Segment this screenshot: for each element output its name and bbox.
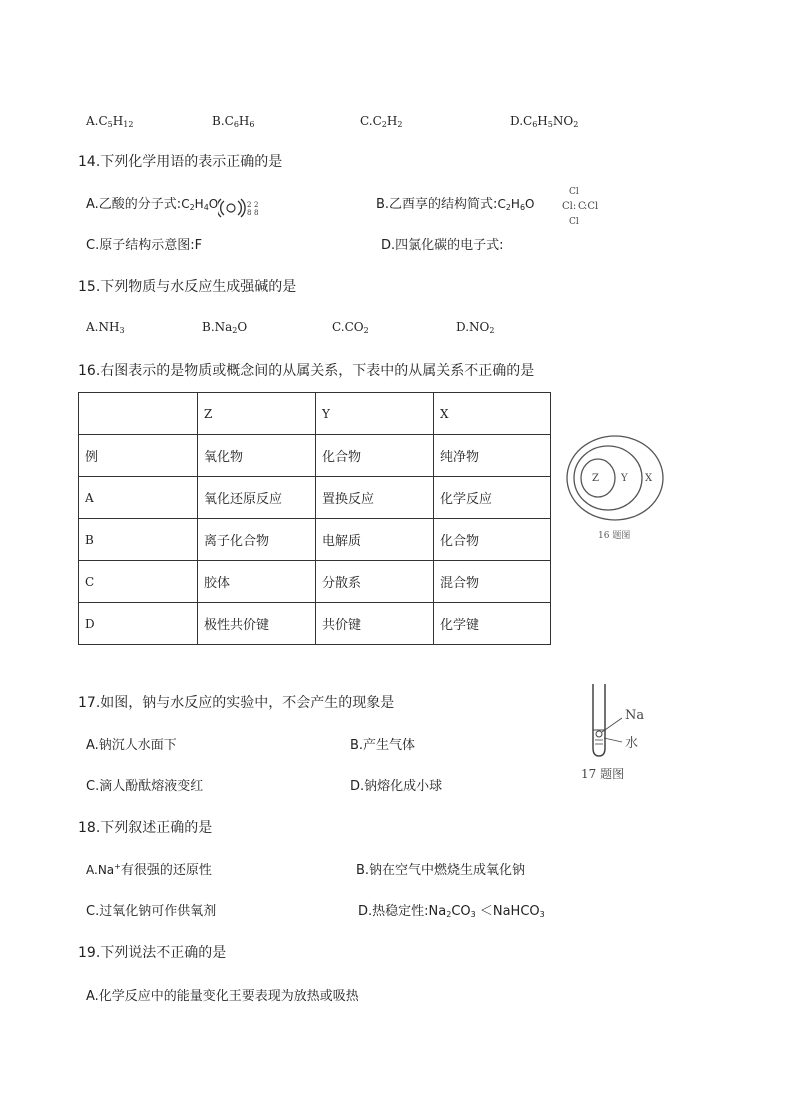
figure-17-caption: 17 题图	[581, 767, 625, 781]
option-14b: B.乙酉享的结构简式$:C_2H_6O$	[376, 197, 535, 212]
table-row	[79, 477, 551, 519]
ccl4-right-cl: :Cl	[584, 201, 599, 212]
ccl4-electron-formula	[560, 184, 610, 228]
svg-text:2: 2	[254, 201, 259, 209]
table-cell: 胶体	[198, 561, 316, 603]
option-13c: $C.C_2H_2$	[360, 114, 403, 129]
option-15b: $B.Na_2O$	[202, 320, 248, 335]
label-x: X	[645, 473, 653, 484]
question-16-stem: 16.右图表示的是物质或概念间的从属关系，下表中的从属关系不正确的是	[78, 363, 535, 379]
question-17-stem: 17.如图，钠与水反应的实验中，不会产生的现象是	[78, 695, 395, 711]
option-18b: B.钠在空气中燃烧生成氧化钠	[356, 863, 526, 878]
table-row	[79, 561, 551, 603]
table-header-cell	[79, 393, 198, 435]
label-water: 水	[625, 736, 639, 751]
question-14-stem: 14.下列化学用语的表示正确的是	[78, 154, 283, 170]
figure-16-caption: 16 题图	[598, 531, 631, 541]
atom-diagram-icon	[218, 196, 266, 218]
table-cell: 分散系	[316, 561, 434, 603]
option-15a: $A.NH_3$	[86, 320, 125, 335]
test-tube-figure	[578, 680, 658, 784]
svg-text:2: 2	[247, 201, 252, 209]
question-15-stem: 15.下列物质与水反应生成强碱的是	[78, 279, 297, 295]
test-tube	[593, 684, 605, 756]
table-cell: 例	[79, 435, 198, 477]
option-17d: D.钠熔化成小球	[350, 779, 443, 794]
table-cell: 化学反应	[434, 477, 551, 519]
label-y: Y	[621, 473, 628, 484]
ccl4-center-c: C	[578, 201, 586, 212]
table-cell: 混合物	[434, 561, 551, 603]
option-14c: C.原子结构示意图:F	[86, 238, 203, 253]
table-cell: 化学键	[434, 603, 551, 645]
table-header-row	[79, 393, 551, 435]
option-15c: $C.CO_2$	[332, 320, 369, 335]
table-header-cell: Z	[198, 393, 316, 435]
label-z: Z	[592, 473, 599, 484]
option-13b: $B.C_6H_6$	[212, 114, 255, 129]
ccl4-bottom-cl: Cl	[569, 217, 579, 227]
ccl4-left-cl: Cl:	[562, 201, 577, 212]
question-18-stem: 18.下列叙述正确的是	[78, 820, 213, 836]
option-17c: C.滴人酚酞熔液变红	[86, 779, 204, 794]
table-cell: 化合物	[316, 435, 434, 477]
option-15d: $D.NO_2$	[456, 320, 495, 335]
table-cell: A	[79, 477, 198, 519]
option-17b: B.产生气体	[350, 738, 416, 753]
svg-text:8: 8	[247, 209, 252, 217]
option-18a: A.Na+有很强的还原性	[86, 862, 212, 878]
table-row	[79, 603, 551, 645]
table-cell: 纯净物	[434, 435, 551, 477]
table-cell: 氧化还原反应	[198, 477, 316, 519]
circle-y	[574, 446, 642, 510]
ccl4-top-cl: Cl	[569, 187, 579, 197]
table-cell: D	[79, 603, 198, 645]
option-13a: $A.C_5H_{12}$	[86, 114, 134, 129]
svg-text:8: 8	[254, 209, 259, 217]
table-row	[79, 435, 551, 477]
label-na: Na	[625, 708, 645, 723]
relation-table	[78, 392, 551, 645]
nested-circles-figure	[560, 432, 670, 544]
table-cell: B	[79, 519, 198, 561]
option-13d: $D.C_6H_5NO_2$	[510, 114, 579, 129]
option-14d: D.四氯化碳的电子式:	[381, 238, 504, 253]
table-cell: 氧化物	[198, 435, 316, 477]
table-cell: 置换反应	[316, 477, 434, 519]
table-cell: 离子化合物	[198, 519, 316, 561]
option-18d: D.热稳定性$:Na_2CO_3$ ＜NaHCO$_3$	[358, 904, 545, 919]
table-header-cell: X	[434, 393, 551, 435]
option-18c: C.过氧化钠可作供氧剂	[86, 904, 217, 919]
table-header-cell: Y	[316, 393, 434, 435]
table-row	[79, 519, 551, 561]
question-19-stem: 19.下列说法不正确的是	[78, 945, 227, 961]
table-cell: 电解质	[316, 519, 434, 561]
option-17a: A.钠沉人水面下	[86, 738, 177, 753]
option-19a: A.化学反应中的能量变化王要表现为放热或吸热	[86, 989, 359, 1004]
table-cell: 共价键	[316, 603, 434, 645]
table-cell: C	[79, 561, 198, 603]
option-14a: A.乙酸的分子式$:C_2H_4O$	[86, 197, 219, 212]
table-cell: 极性共价键	[198, 603, 316, 645]
table-cell: 化合物	[434, 519, 551, 561]
sodium-ball	[596, 731, 602, 737]
